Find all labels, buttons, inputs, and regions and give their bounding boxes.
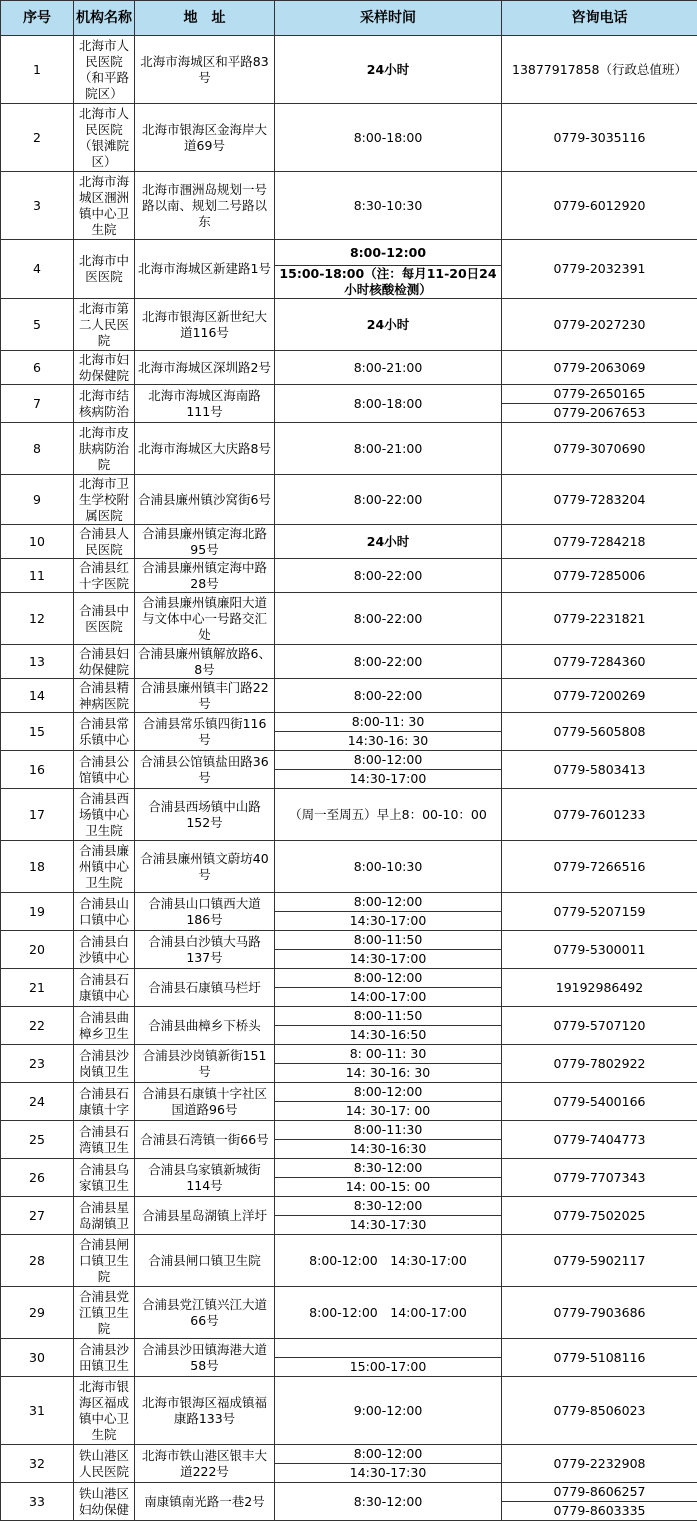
sampling-time-line: 14:30-17:30 (275, 1463, 501, 1482)
phone (502, 931, 697, 969)
phone (502, 240, 697, 299)
phone-line: 0779-2063069 (502, 351, 697, 384)
sampling-time-line: 8:30-12:00 (275, 1197, 501, 1215)
phone-line: 0779-2232908 (502, 1445, 697, 1482)
institution-name: 合浦县山口镇中心 (74, 893, 135, 931)
address: 北海市铁山港区银丰大道222号 (135, 1445, 275, 1483)
sampling-time-line: 8:00-22:00 (275, 679, 501, 712)
phone-line: 0779-7707343 (502, 1159, 697, 1196)
sampling-time-line: 14:30-17:00 (275, 949, 501, 968)
phone-line: 0779-5207159 (502, 893, 697, 930)
row-number: 14 (1, 679, 74, 713)
phone (502, 559, 697, 593)
phone-line: 0779-5300011 (502, 931, 697, 968)
sampling-time-line: 8:00-22:00 (275, 645, 501, 678)
sampling-time-line: 24小时 (275, 525, 501, 558)
sampling-time (275, 1287, 502, 1339)
row-number: 11 (1, 559, 74, 593)
sampling-time (275, 525, 502, 559)
phone-line: 0779-3070690 (502, 423, 697, 474)
institution-name: 北海市卫生学校附属医院 (74, 475, 135, 525)
table-row (1, 1007, 697, 1045)
sampling-time-line: 8:00-12:00 (275, 751, 501, 769)
row-number: 12 (1, 593, 74, 645)
header-no: 序号 (1, 1, 74, 36)
phone (502, 1445, 697, 1483)
phone (502, 1197, 697, 1235)
row-number: 5 (1, 299, 74, 351)
institution-name: 北海市皮肤病防治院 (74, 423, 135, 475)
sampling-time-line: 8:00-22:00 (275, 593, 501, 644)
address: 合浦县乌家镇新城街114号 (135, 1159, 275, 1197)
sampling-time-line: 15:00-17:00 (275, 1357, 501, 1376)
institution-name: 合浦县精神病医院 (74, 679, 135, 713)
sampling-time-line: （周一至周五）早上8：00-10：00 (275, 789, 501, 840)
address: 合浦县石康镇马栏圩 (135, 969, 275, 1007)
sampling-time-line: 8:00-21:00 (275, 423, 501, 474)
row-number: 3 (1, 172, 74, 240)
sampling-time (275, 475, 502, 525)
table-row (1, 1045, 697, 1083)
sampling-time-line: 8:30-10:30 (275, 172, 501, 239)
row-number: 6 (1, 351, 74, 385)
phone-line: 0779-5108116 (502, 1339, 697, 1376)
address: 合浦县廉州镇解放路6、8号 (135, 645, 275, 679)
phone-line: 0779-6012920 (502, 172, 697, 239)
institution-name: 合浦县中医医院 (74, 593, 135, 645)
row-number: 30 (1, 1339, 74, 1377)
phone-line: 0779-8506023 (502, 1377, 697, 1444)
sampling-time (275, 931, 502, 969)
address: 北海市银海区福成镇福康路133号 (135, 1377, 275, 1445)
sampling-time-line: 8:30-12:00 (275, 1483, 501, 1520)
sampling-time (275, 645, 502, 679)
row-number: 17 (1, 789, 74, 841)
phone (502, 679, 697, 713)
table-row (1, 679, 697, 713)
address: 合浦县廉州镇文蔚坊40号 (135, 841, 275, 893)
phone (502, 385, 697, 423)
sampling-time (275, 789, 502, 841)
row-number: 10 (1, 525, 74, 559)
phone (502, 299, 697, 351)
phone (502, 36, 697, 104)
institution-name: 合浦县闸口镇卫生院 (74, 1235, 135, 1287)
table-row (1, 1339, 697, 1377)
row-number: 21 (1, 969, 74, 1007)
table-row (1, 299, 697, 351)
address: 北海市海城区新建路1号 (135, 240, 275, 299)
address: 合浦县曲樟乡下桥头 (135, 1007, 275, 1045)
table-row (1, 172, 697, 240)
header-row (1, 1, 697, 36)
phone (502, 1007, 697, 1045)
institution-name: 铁山港区人民医院 (74, 1445, 135, 1483)
address: 合浦县星岛湖镇上洋圩 (135, 1197, 275, 1235)
phone-line: 0779-5902117 (502, 1235, 697, 1286)
phone-line: 0779-8603335 (502, 1501, 697, 1520)
sampling-time-line: 8:00-10:30 (275, 841, 501, 892)
row-number: 26 (1, 1159, 74, 1197)
address: 合浦县党江镇兴江大道66号 (135, 1287, 275, 1339)
sampling-time-line: 8:00-18:00 (275, 104, 501, 171)
header-name: 机构名称 (74, 1, 135, 36)
row-number: 4 (1, 240, 74, 299)
address: 北海市涠洲岛规划一号路以南、规划二号路以东 (135, 172, 275, 240)
institution-name: 合浦县白沙镇中心 (74, 931, 135, 969)
phone-line: 0779-5803413 (502, 751, 697, 788)
table-row (1, 475, 697, 525)
address: 合浦县沙田镇海港大道58号 (135, 1339, 275, 1377)
address: 北海市海城区深圳路2号 (135, 351, 275, 385)
row-number: 9 (1, 475, 74, 525)
sampling-time (275, 1083, 502, 1121)
row-number: 1 (1, 36, 74, 104)
row-number: 2 (1, 104, 74, 172)
phone-line: 0779-2027230 (502, 299, 697, 350)
phone-line: 0779-7601233 (502, 789, 697, 840)
row-number: 23 (1, 1045, 74, 1083)
address: 合浦县白沙镇大马路137号 (135, 931, 275, 969)
row-number: 18 (1, 841, 74, 893)
institution-name: 北海市第二人民医院 (74, 299, 135, 351)
table-row (1, 713, 697, 751)
sampling-time (275, 559, 502, 593)
phone-line: 13877917858（行政总值班） (502, 36, 697, 103)
sampling-time-line: 8:00-12:00 (275, 1445, 501, 1463)
address: 合浦县常乐镇四街116号 (135, 713, 275, 751)
sampling-time (275, 423, 502, 475)
institution-name: 合浦县石湾镇卫生 (74, 1121, 135, 1159)
table-row (1, 1083, 697, 1121)
sampling-time (275, 1007, 502, 1045)
institution-name: 合浦县曲樟乡卫生 (74, 1007, 135, 1045)
sampling-time-line: 8:00-11: 30 (275, 713, 501, 731)
row-number: 24 (1, 1083, 74, 1121)
sampling-time-line (275, 1339, 501, 1357)
sampling-time-line: 14: 30-16: 30 (275, 1063, 501, 1082)
sampling-time-line: 14: 30-17: 00 (275, 1101, 501, 1120)
table-row (1, 969, 697, 1007)
phone (502, 1159, 697, 1197)
sampling-time-line: 8:00-12:00 14:00-17:00 (275, 1287, 501, 1338)
sampling-time (275, 36, 502, 104)
sampling-time (275, 1197, 502, 1235)
row-number: 33 (1, 1483, 74, 1521)
address: 合浦县石湾镇一街66号 (135, 1121, 275, 1159)
table-row (1, 789, 697, 841)
row-number: 32 (1, 1445, 74, 1483)
phone (502, 1121, 697, 1159)
phone (502, 1235, 697, 1287)
phone (502, 423, 697, 475)
header-address: 地 址 (135, 1, 275, 36)
address: 南康镇南光路一巷2号 (135, 1483, 275, 1521)
phone (502, 645, 697, 679)
table-row (1, 1121, 697, 1159)
institution-name: 合浦县常乐镇中心 (74, 713, 135, 751)
phone-line: 19192986492 (502, 969, 697, 1006)
sampling-time (275, 593, 502, 645)
phone (502, 1339, 697, 1377)
sampling-time (275, 172, 502, 240)
table-row (1, 423, 697, 475)
header-sampling-time: 采样时间 (275, 1, 502, 36)
sampling-time-line: 8: 00-11: 30 (275, 1045, 501, 1063)
sampling-time-line: 14:30-17:00 (275, 911, 501, 930)
table-row (1, 1235, 697, 1287)
address: 合浦县闸口镇卫生院 (135, 1235, 275, 1287)
institution-name: 合浦县人民医院 (74, 525, 135, 559)
address: 合浦县廉州镇廉阳大道与文体中心一号路交汇处 (135, 593, 275, 645)
row-number: 20 (1, 931, 74, 969)
table-row (1, 36, 697, 104)
sampling-time (275, 1377, 502, 1445)
sampling-time-line: 14:00-17:00 (275, 987, 501, 1006)
row-number: 31 (1, 1377, 74, 1445)
sampling-time (275, 351, 502, 385)
institution-name: 合浦县廉州镇中心卫生院 (74, 841, 135, 893)
sampling-time (275, 1445, 502, 1483)
address: 北海市海城区和平路83号 (135, 36, 275, 104)
row-number: 16 (1, 751, 74, 789)
phone (502, 751, 697, 789)
institution-name: 合浦县沙岗镇卫生 (74, 1045, 135, 1083)
sampling-time (275, 969, 502, 1007)
sampling-time (275, 385, 502, 423)
sampling-time (275, 679, 502, 713)
row-number: 22 (1, 1007, 74, 1045)
sampling-time-line: 8:00-12:00 14:30-17:00 (275, 1235, 501, 1286)
sampling-time-line: 8:00-11:50 (275, 931, 501, 949)
phone (502, 525, 697, 559)
institution-name: 北海市妇幼保健院 (74, 351, 135, 385)
address: 合浦县廉州镇丰门路22号 (135, 679, 275, 713)
table-row (1, 559, 697, 593)
phone (502, 1083, 697, 1121)
table-row (1, 751, 697, 789)
table-row (1, 1287, 697, 1339)
phone-line: 0779-7200269 (502, 679, 697, 712)
row-number: 15 (1, 713, 74, 751)
phone (502, 351, 697, 385)
row-number: 29 (1, 1287, 74, 1339)
phone-line: 0779-7404773 (502, 1121, 697, 1158)
institution-name: 北海市人民医院（银滩院区） (74, 104, 135, 172)
sampling-time-line: 14:30-16:50 (275, 1025, 501, 1044)
phone-line: 0779-5707120 (502, 1007, 697, 1044)
sampling-time-line: 8:00-12:00 (275, 893, 501, 911)
sampling-time-line: 8:00-18:00 (275, 385, 501, 422)
phone-line: 0779-3035116 (502, 104, 697, 171)
table-row (1, 893, 697, 931)
sampling-time-line: 8:00-12:00 (275, 240, 501, 265)
table-row (1, 931, 697, 969)
row-number: 27 (1, 1197, 74, 1235)
address: 合浦县公馆镇盐田路36号 (135, 751, 275, 789)
table-row (1, 593, 697, 645)
sampling-time-line: 14: 00-15: 00 (275, 1177, 501, 1196)
sampling-time-line: 24小时 (275, 36, 501, 103)
sampling-time-line: 8:00-22:00 (275, 559, 501, 592)
row-number: 19 (1, 893, 74, 931)
sampling-time-line: 24小时 (275, 299, 501, 350)
sampling-time (275, 104, 502, 172)
address: 合浦县石康镇十字社区国道路96号 (135, 1083, 275, 1121)
sampling-time-line: 14:30-16: 30 (275, 731, 501, 750)
table-row (1, 1445, 697, 1483)
phone (502, 841, 697, 893)
address: 北海市海城区海南路111号 (135, 385, 275, 423)
phone (502, 1287, 697, 1339)
institution-name: 北海市结核病防治 (74, 385, 135, 423)
institution-name: 北海市海城区涠洲镇中心卫生院 (74, 172, 135, 240)
institution-name: 合浦县公馆镇中心 (74, 751, 135, 789)
institution-name: 合浦县星岛湖镇卫 (74, 1197, 135, 1235)
header-phone: 咨询电话 (502, 1, 697, 36)
sampling-time (275, 299, 502, 351)
sampling-time-line: 8:00-12:00 (275, 1083, 501, 1101)
phone-line: 0779-2650165 (502, 385, 697, 403)
row-number: 28 (1, 1235, 74, 1287)
phone (502, 104, 697, 172)
institution-name: 合浦县妇幼保健院 (74, 645, 135, 679)
institution-name: 合浦县石康镇中心 (74, 969, 135, 1007)
institution-name: 合浦县西场镇中心卫生院 (74, 789, 135, 841)
table-row (1, 841, 697, 893)
table-row (1, 1159, 697, 1197)
sampling-time-line: 8:00-11:50 (275, 1007, 501, 1025)
phone (502, 789, 697, 841)
institution-name: 铁山港区妇幼保健 (74, 1483, 135, 1521)
sampling-time (275, 1045, 502, 1083)
sampling-time-line: 8:00-12:00 (275, 969, 501, 987)
table-row (1, 645, 697, 679)
phone-line: 0779-7283204 (502, 475, 697, 524)
phone (502, 893, 697, 931)
phone-line: 0779-7284218 (502, 525, 697, 558)
sampling-time-line: 14:30-16:30 (275, 1139, 501, 1158)
sampling-time-line: 14:30-17:00 (275, 769, 501, 788)
sampling-time (275, 240, 502, 299)
phone-line: 0779-7502025 (502, 1197, 697, 1234)
table-row (1, 351, 697, 385)
address: 合浦县廉州镇沙窝街6号 (135, 475, 275, 525)
row-number: 25 (1, 1121, 74, 1159)
sampling-time (275, 1339, 502, 1377)
institution-name: 北海市人民医院（和平路院区） (74, 36, 135, 104)
row-number: 13 (1, 645, 74, 679)
institution-name: 合浦县沙田镇卫生 (74, 1339, 135, 1377)
institution-name: 合浦县乌家镇卫生 (74, 1159, 135, 1197)
institution-name: 合浦县红十字医院 (74, 559, 135, 593)
table-row (1, 1197, 697, 1235)
institution-name: 合浦县石康镇十字 (74, 1083, 135, 1121)
sampling-time (275, 751, 502, 789)
sampling-time-line: 8:00-21:00 (275, 351, 501, 384)
phone-line: 0779-5400166 (502, 1083, 697, 1120)
phone-line: 0779-8606257 (502, 1483, 697, 1501)
address: 北海市银海区新世纪大道116号 (135, 299, 275, 351)
institution-name: 北海市中医医院 (74, 240, 135, 299)
sampling-time (275, 1121, 502, 1159)
sampling-time-line: 14:30-17:30 (275, 1215, 501, 1234)
address: 合浦县廉州镇定海中路28号 (135, 559, 275, 593)
phone-line: 0779-7266516 (502, 841, 697, 892)
sampling-time-line: 8:00-11:30 (275, 1121, 501, 1139)
row-number: 8 (1, 423, 74, 475)
phone (502, 172, 697, 240)
institution-name: 北海市银海区福成镇中心卫生院 (74, 1377, 135, 1445)
phone (502, 969, 697, 1007)
institution-name: 合浦县党江镇卫生院 (74, 1287, 135, 1339)
address: 合浦县沙岗镇新街151号 (135, 1045, 275, 1083)
sampling-time (275, 713, 502, 751)
phone-line: 0779-5605808 (502, 713, 697, 750)
table-body (1, 36, 697, 1521)
address: 合浦县廉州镇定海北路95号 (135, 525, 275, 559)
address: 北海市海城区大庆路8号 (135, 423, 275, 475)
sampling-time (275, 1159, 502, 1197)
sampling-time (275, 841, 502, 893)
table-row (1, 525, 697, 559)
phone (502, 1045, 697, 1083)
sampling-time-line: 8:30-12:00 (275, 1159, 501, 1177)
address: 合浦县山口镇西大道186号 (135, 893, 275, 931)
phone (502, 713, 697, 751)
table-row (1, 1377, 697, 1445)
sampling-time-line: 9:00-12:00 (275, 1377, 501, 1444)
sampling-time-line: 15:00-18:00（注：每月11-20日24小时核酸检测） (275, 265, 501, 298)
address: 合浦县西场镇中山路152号 (135, 789, 275, 841)
sampling-time-line: 8:00-22:00 (275, 475, 501, 524)
phone-line: 0779-2231821 (502, 593, 697, 644)
phone-line: 0779-7285006 (502, 559, 697, 592)
phone (502, 593, 697, 645)
table-row (1, 104, 697, 172)
phone (502, 475, 697, 525)
sampling-time (275, 893, 502, 931)
table-row (1, 385, 697, 423)
address: 北海市银海区金海岸大道69号 (135, 104, 275, 172)
sampling-time (275, 1235, 502, 1287)
table-row (1, 240, 697, 299)
phone (502, 1377, 697, 1445)
phone-line: 0779-7802922 (502, 1045, 697, 1082)
phone-line: 0779-7903686 (502, 1287, 697, 1338)
phone-line: 0779-2067653 (502, 403, 697, 422)
row-number: 7 (1, 385, 74, 423)
phone-line: 0779-2032391 (502, 244, 697, 295)
phone-line: 0779-7284360 (502, 645, 697, 678)
